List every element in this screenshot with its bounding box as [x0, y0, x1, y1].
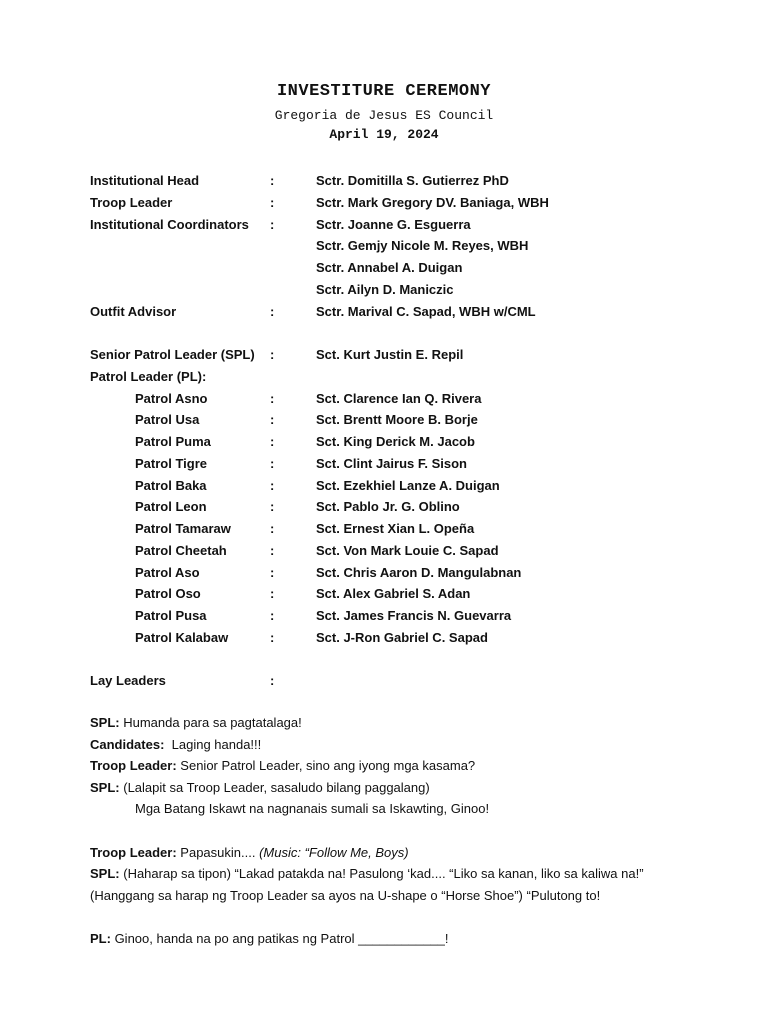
- roster-colon: :: [270, 347, 275, 362]
- roster-colon: :: [270, 673, 275, 689]
- roster-row-troop-leader: [90, 192, 690, 214]
- roster-label: Patrol Leader (PL):: [90, 368, 207, 384]
- speaker: SPL:: [90, 779, 120, 795]
- roster-colon: :: [270, 194, 275, 210]
- script-line: [90, 712, 690, 734]
- roster-value: Sctr. Marival C. Sapad, WBH w/CML: [316, 303, 536, 319]
- patrol-row: [90, 431, 690, 453]
- roster-row-lay-leaders: [90, 670, 690, 692]
- roster-row-spl: [90, 344, 690, 366]
- roster-colon: :: [270, 412, 275, 428]
- dialogue: Papasukin....: [176, 844, 260, 860]
- ceremony-date: April 19, 2024: [329, 127, 439, 142]
- roster-value: Sctr. Ailyn D. Maniczic: [316, 281, 454, 297]
- patrol-list: [90, 388, 690, 649]
- patrol-row: [90, 540, 690, 562]
- roster-colon: :: [270, 608, 275, 623]
- dialogue: Laging handa!!!: [164, 736, 262, 752]
- roster-colon: :: [270, 455, 275, 471]
- roster-colon: :: [270, 499, 275, 515]
- dialogue: Humanda para sa pagtatalaga!: [119, 715, 302, 730]
- spacer: [90, 820, 690, 842]
- patrol-name: Patrol Cheetah: [135, 542, 227, 558]
- patrol-row: [90, 627, 690, 649]
- speaker: Troop Leader:: [90, 758, 177, 774]
- patrol-leader-heading: [90, 366, 690, 388]
- roster-label: Troop Leader: [90, 194, 173, 210]
- officers-roster: [90, 170, 690, 692]
- roster-colon: :: [270, 434, 275, 449]
- spacer: [90, 906, 690, 928]
- patrol-leader-name: Sct. Von Mark Louie C. Sapad: [316, 542, 499, 558]
- roster-value: Sctr. Joanne G. Esguerra: [316, 216, 471, 232]
- roster-colon: :: [270, 542, 275, 558]
- dialogue: Senior Patrol Leader, sino ang iyong mga kasama?: [176, 758, 476, 774]
- patrol-leader-name: Sct. Ezekhiel Lanze A. Duigan: [316, 477, 500, 493]
- patrol-leader-name: Sct. King Derick M. Jacob: [316, 434, 475, 449]
- dialogue: (Lalapit sa Troop Leader, sasaludo bilang paggalang): [119, 779, 430, 795]
- patrol-name: Patrol Asno: [135, 390, 208, 406]
- patrol-leader-name: Sct. Clarence Ian Q. Rivera: [316, 390, 482, 406]
- patrol-leader-name: Sct. Alex Gabriel S. Adan: [316, 586, 471, 602]
- patrol-leader-name: Sct. J-Ron Gabriel C. Sapad: [316, 629, 488, 645]
- roster-value: Sctr. Gemjy Nicole M. Reyes, WBH: [316, 238, 529, 254]
- script-line-continued: (Hanggang sa harap ng Troop Leader sa ayos na U-shape o “Horse Shoe”) “Pulutong to!: [90, 887, 601, 903]
- roster-label: Outfit Advisor: [90, 303, 177, 319]
- patrol-name: Patrol Aso: [135, 564, 200, 580]
- script-line: [90, 842, 690, 864]
- document-title: INVESTITURE CEREMONY: [276, 82, 492, 101]
- roster-value: Sct. Kurt Justin E. Repil: [316, 347, 464, 362]
- speaker: PL:: [90, 930, 111, 946]
- patrol-row: [90, 518, 690, 540]
- roster-colon: :: [270, 216, 275, 232]
- patrol-name: Patrol Puma: [135, 434, 211, 449]
- patrol-row: [90, 583, 690, 605]
- roster-colon: :: [270, 173, 275, 188]
- patrol-name: Patrol Pusa: [135, 608, 207, 623]
- spacer: [90, 322, 690, 344]
- dialogue: (Haharap sa tipon) “Lakad patakda na! Pasulong ‘kad.... “Liko sa kanan, liko sa kaliwa na!”: [119, 866, 644, 882]
- patrol-row: [90, 453, 690, 475]
- patrol-leader-name: Sct. Clint Jairus F. Sison: [316, 455, 467, 471]
- patrol-row: [90, 496, 690, 518]
- patrol-name: Patrol Baka: [135, 477, 207, 493]
- roster-value: Sctr. Mark Gregory DV. Baniaga, WBH: [316, 194, 549, 210]
- script-line: [90, 777, 690, 799]
- script-line: [90, 928, 690, 950]
- script-line: [90, 734, 690, 756]
- patrol-name: Patrol Tigre: [135, 455, 208, 471]
- roster-row-coordinator: [90, 257, 690, 279]
- patrol-leader-name: Sct. Chris Aaron D. Mangulabnan: [316, 564, 522, 580]
- roster-row-coordinator: [90, 279, 690, 301]
- patrol-leader-name: Sct. Brentt Moore B. Borje: [316, 412, 478, 428]
- script-line: [90, 755, 690, 777]
- patrol-row: [90, 388, 690, 410]
- roster-colon: :: [270, 629, 275, 645]
- roster-row-coordinators: [90, 214, 690, 236]
- roster-row-coordinator: [90, 235, 690, 257]
- roster-colon: :: [270, 477, 275, 493]
- roster-colon: :: [270, 586, 275, 602]
- patrol-row: [90, 409, 690, 431]
- patrol-row: [90, 475, 690, 497]
- roster-value: Sctr. Domitilla S. Gutierrez PhD: [316, 173, 509, 188]
- roster-row-outfit-advisor: [90, 301, 690, 323]
- music-cue: (Music: “Follow Me, Boys): [259, 844, 409, 860]
- roster-colon: :: [270, 303, 275, 319]
- council-name: Gregoria de Jesus ES Council: [274, 108, 494, 123]
- roster-label: Institutional Head: [90, 173, 200, 188]
- roster-value: Sctr. Annabel A. Duigan: [316, 260, 463, 275]
- speaker: SPL:: [90, 715, 120, 730]
- patrol-leader-name: Sct. James Francis N. Guevarra: [316, 608, 512, 623]
- roster-label: Institutional Coordinators: [90, 216, 249, 232]
- patrol-name: Patrol Tamaraw: [135, 521, 231, 536]
- roster-colon: :: [270, 521, 275, 536]
- roster-colon: :: [270, 390, 275, 406]
- speaker: SPL:: [90, 866, 120, 882]
- speaker: Troop Leader:: [90, 844, 177, 860]
- patrol-row: [90, 562, 690, 584]
- dialogue: Ginoo, handa na po ang patikas ng Patrol ____________!: [110, 930, 449, 946]
- spacer: [90, 649, 690, 671]
- patrol-leader-name: Sct. Ernest Xian L. Opeña: [316, 521, 475, 536]
- patrol-name: Patrol Usa: [135, 412, 200, 428]
- roster-label: Lay Leaders: [90, 673, 166, 689]
- roster-label: Senior Patrol Leader (SPL): [90, 347, 255, 362]
- roster-colon: :: [270, 564, 275, 580]
- roster-row-institutional-head: [90, 170, 690, 192]
- script-line: [90, 863, 690, 885]
- patrol-name: Patrol Kalabaw: [135, 629, 229, 645]
- patrol-leader-name: Sct. Pablo Jr. G. Oblino: [316, 499, 460, 515]
- speaker: Candidates:: [90, 736, 165, 752]
- patrol-row: [90, 605, 690, 627]
- ceremony-script: [90, 712, 690, 950]
- patrol-name: Patrol Leon: [135, 499, 207, 515]
- patrol-name: Patrol Oso: [135, 586, 201, 602]
- script-line-continued: Mga Batang Iskawt na nagnanais sumali sa Iskawting, Ginoo!: [135, 801, 490, 817]
